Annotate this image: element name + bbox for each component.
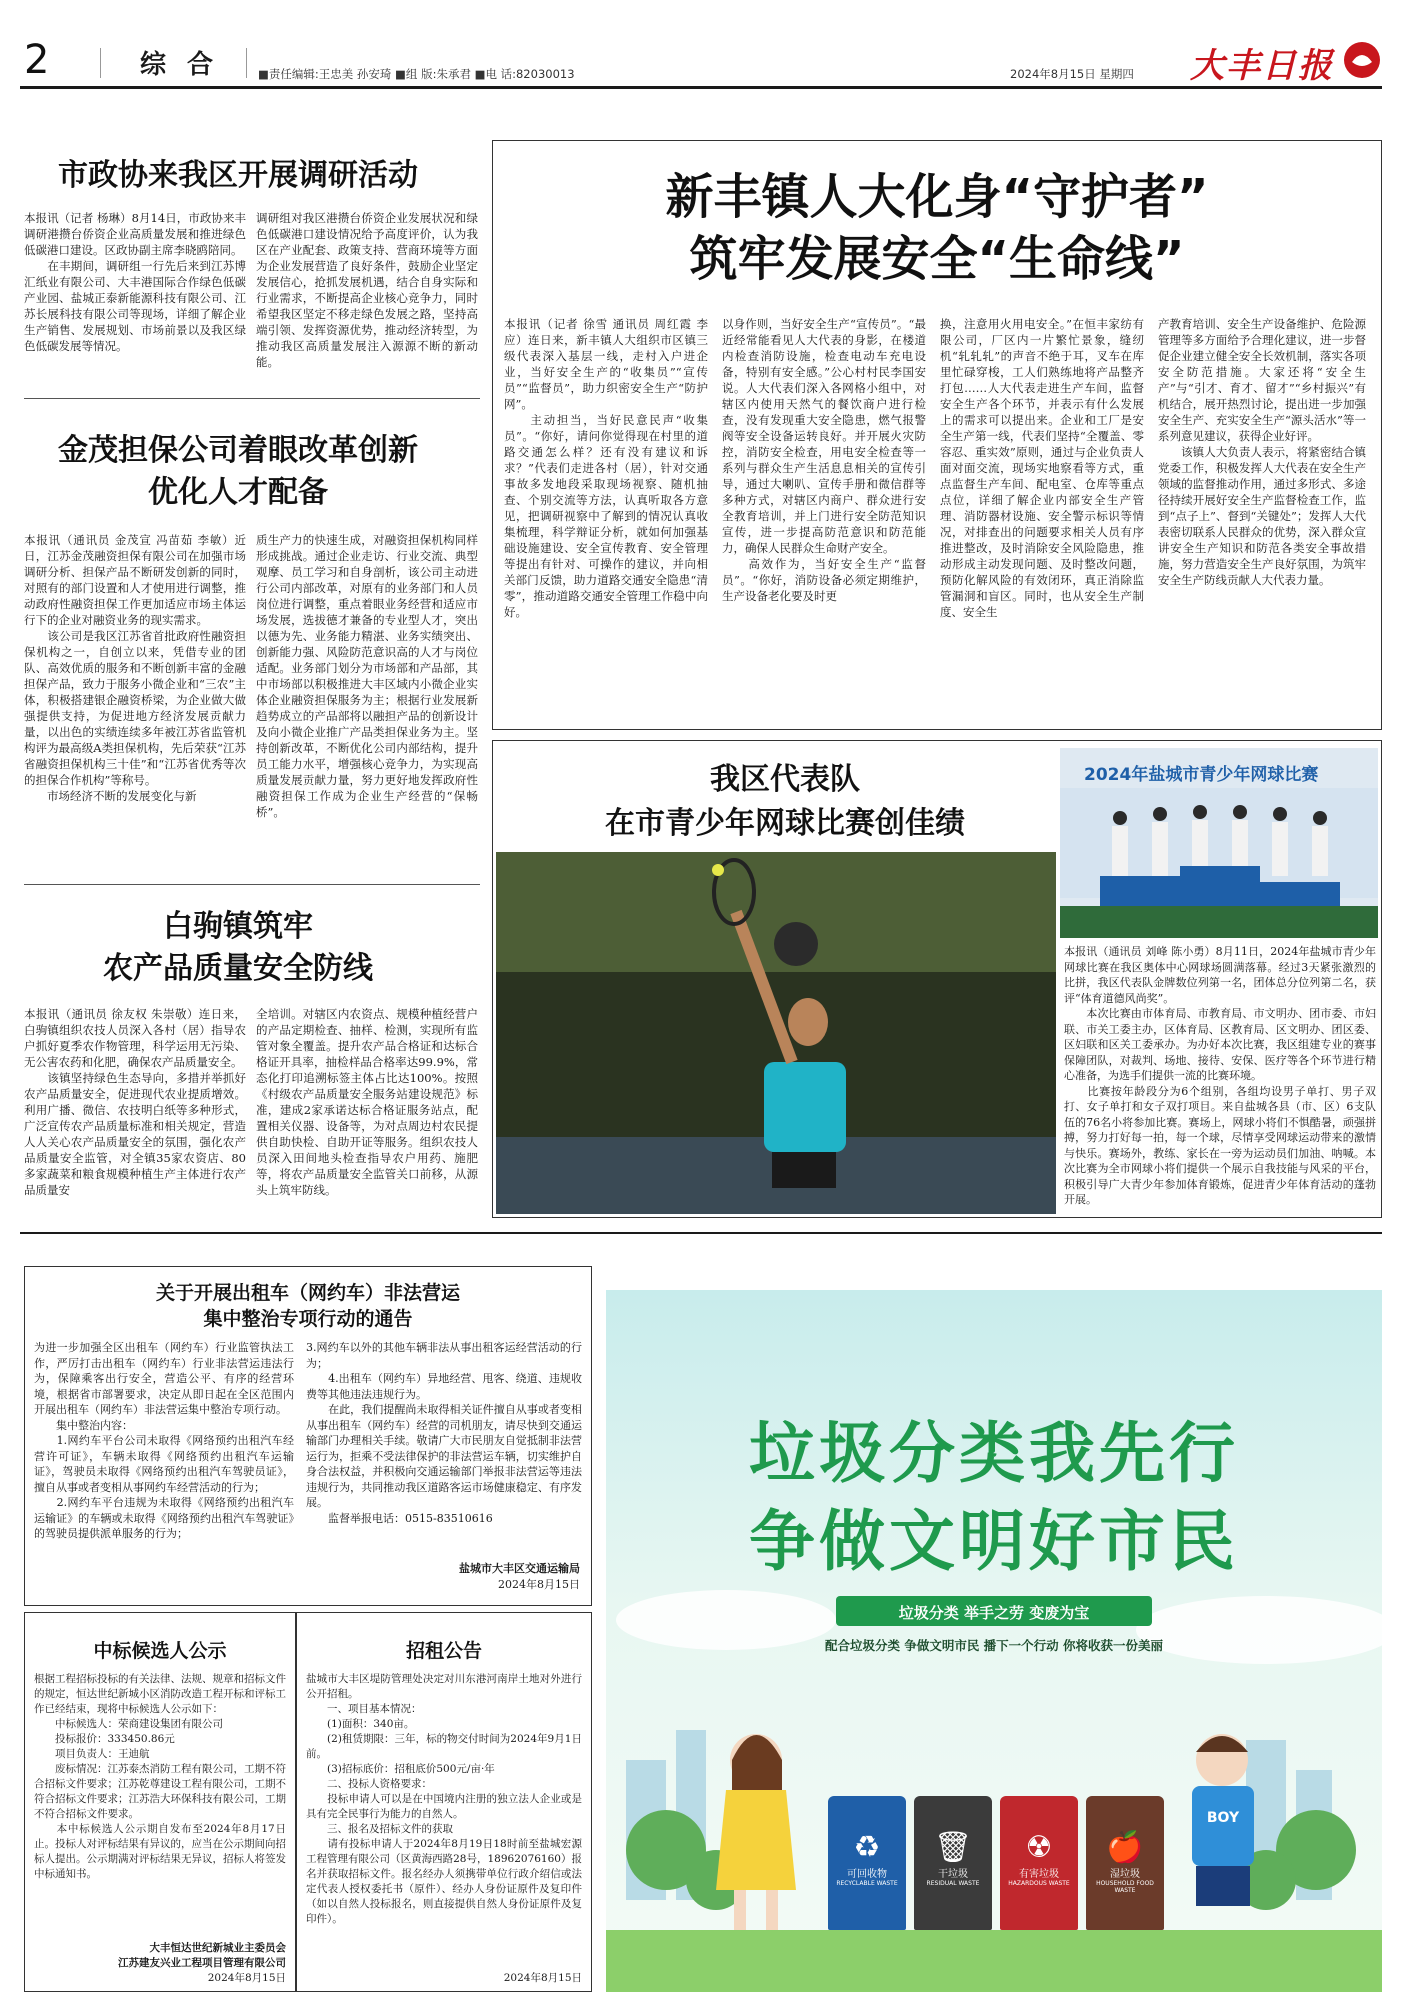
masthead-rule [20,86,1382,89]
article-body: 本报讯（记者 杨琳）8月14日，市政协来丰调研港攒台侨资企业高质量发展和推进绿色低碳港口建设。区政协副主席李晓鸥陪同。 在丰期间，调研组一行先后来到江苏博汇纸业有限公司、大丰港国际合作绿色低碳产业园、盐城正泰新能源科技有限公司、江苏长展科技有限公司等现场，详细了解企业生产销售、发展规划、市场前景以及我区绿色低碳发展等情况。 [24,211,246,353]
issue-date: 2024年8月15日 星期四 [1010,67,1134,81]
food-waste-bin [1086,1796,1164,1930]
bin-label: 湿垃圾 [1110,1869,1140,1880]
article-body: 本报讯（记者 徐雪 通讯员 周红霞 李应）连日来，新丰镇人大组织市区镇三级代表深入基层一线，走村入户进企业，当好安全生产的“收集员”“宣传员”“监督员”，助力织密安全生产“防护网”。 主动担当，当好民意民声“收集员”。“你好，请问你觉得现在村里的道路交通怎么样？还有没有建议和诉求？”代表们走进各村（居），针对交通事故多发地段采取现场视察、随机抽查、个别交流等方法，认真听取各方意见，把调研视察中了解到的情况认真收集梳理，科学辩证分析，就如何加强基础设施建设、安全宣传教育、安全管理等提出有针对、可操作的建议，并向相关部门反馈，助力道路交通安全隐患“清零”，推动道路交通安全管理工作稳中向好。 [504,317,708,619]
notice-signer: 盐城市大丰区交通运输局 [459,1562,580,1575]
podium-scene [1060,748,1378,938]
article-headline: 金茂担保公司着眼改革创新 优化人才配备 [58,433,418,510]
article-body: 本报讯（通讯员 刘峰 陈小勇）8月11日，2024年盐城市青少年网球比赛在我区奥体中心网球场圆满落幕。经过3天紧张激烈的比拼，我区代表队金牌数位列第一名，团体总分位列第二名，获评“体育道德风尚奖”。 本次比赛由市体育局、市教育局、市文明办、团市委、市妇联、市关工委主办，区体育局、区教育局、区文明办、团区委、区妇联和区关工委承办。为办好本次比赛，我区组建专业的赛事保障团队，对裁判、场地、接待、安保、医疗等各个环节进行精心准备，为选手们提供一流的比赛环境。 比赛按年龄段分为6个组别，各组均设男子单打、男子双打、女子单打和女子双打项目。来自盐城各县（市、区）6支队伍的76名小将参加比赛。赛场上，网球小将们不惧酷暑，顽强拼搏，努力打好每一拍，每一个球，尽情享受网球运动带来的激情与快乐。赛场外，教练、家长在一旁为运动员们加油、呐喊。本次比赛为全市网球小将们提供一个展示自我技能与风采的平台，积极引导广大青少年参加体育锻炼，促进青少年体育活动的蓬勃开展。 [1064,945,1376,1206]
notice-body: 盐城市大丰区堤防管理处决定对川东港河南岸土地对外进行公开招租。 一、项目基本情况： (1)面积：340亩。 (2)租赁期限：三年，标的物交付时间为2024年9月1日前。 (3)招标底价：招租底价500元/亩·年 二、投标人资格要求： 投标申请人可以是在中国境内注册的独立法人企业或是具有完全民事行为能力的自然人。 三、报名及招标文件的获取 请有投标申请人于2024年8月19日18时前至盐城宏源工程管理有限公司（区黄海西路28号，18962076160）报名并获取招标文件。报名经办人须携带单位行政介绍信或法定代表人授权委托书（原件）、经办人身份证原件及复印件（如以自然人投标报名，则直接提供自然人身份证原件及复印件）。 [306,1673,582,1925]
section-rule [20,1232,1382,1234]
bin-symbol-icon: 🍎 [1106,1830,1144,1865]
article-headline: 新丰镇人大化身“守护者” 筑牢发展安全“生命线” [665,169,1209,287]
bin-label: 可回收物 [847,1869,887,1880]
bin-label: 干垃圾 [938,1869,968,1880]
masthead-divider [100,48,101,78]
article-body: 本报讯（通讯员 徐友权 朱崇敬）连日来，白驹镇组织农技人员深入各村（居）指导农户抓好夏季农作物管理，科学运用无污染、无公害农药和化肥，确保农产品质量安全。 该镇坚持绿色生态导向，多措并举抓好农产品质量安全，促进现代农业提质增效。利用广播、微信、农技明白纸等多种形式，广泛宣传农产品质量标准和相关规定，营造人人关心农产品质量安全的氛围，强化农产品质量安全监管，对全镇35家农资店、80多家蔬菜和粮食规模种植生产主体进行农产品质量安 [24,1007,246,1197]
article-body: 本报讯（通讯员 金茂宣 冯苗茹 李敏）近日，江苏金茂融资担保有限公司在加强市场调研分析、担保产品不断研发创新的同时，对照有的部门设置和人才使用进行调整，推动政府性融资担保工作更加适应市场主体运行下的企业对融资业务的现实需求。 该公司是我区江苏省首批政府性融资担保机构之一，自创立以来，凭借专业的团队、高效优质的服务和不断创新丰富的金融担保产品，致力于服务小微企业和“三农”主体，积极搭建银企融资桥梁，为企业做大做强提供支持，为促进地方经济发展贡献力量，以出色的实绩连续多年被江苏省监管机构评为最高级A类担保机构，先后荣获“江苏省融资担保机构三十佳”和“江苏省优秀等次的担保合作机构”等称号。 市场经济不断的发展变化与新 [24,533,246,803]
award-ceremony-photo [1060,748,1378,938]
article-body: 调研组对我区港攒台侨资企业发展状况和绿色低碳港口建设情况给予高度评价，认为我区在产业配套、政策支持、营商环境等方面为企业发展营造了良好条件，鼓励企业坚定发展信心，抢抓发展机遇，结合自身实际和行业需求，不断提高企业核心竞争力，同时希望我区坚定不移走绿色发展之路，坚持高端引领、发挥资源优势，推动经济转型，为推动我区高质量发展注入源源不断的新动能。 [256,211,478,369]
article-headline: 市政协来我区开展调研活动 [58,158,418,193]
boy-shirt-text: BOY [1206,1810,1240,1826]
residual-bin [914,1796,992,1930]
bin-symbol-icon: ♻ [853,1830,881,1865]
article-body: 产教育培训、安全生产设备维护、危险源管理等多方面给予合理化建议，进一步督促企业建立健全安全长效机制，落实各项安全防范措施。大家还将“安全生产”与“引才、育才、留才”“乡村振兴”有机结合，展开热烈讨论，提出进一步加强安全生产、充实安全生产“源头活水”等一系列意见建议，获得企业好评。 该镇人大负责人表示，将紧密结合镇党委工作，积极发挥人大代表在安全生产领域的监督推动作用，通过多形式、多途径持续开展好安全生产监督检查工作，监到“点子上”、督到“关键处”；发挥人大代表密切联系人民群众的优势，深入群众宣讲安全生产知识和防范各类安全事故措施，努力营造安全生产良好氛围，为筑牢安全生产防线贡献人大代表力量。 [1158,317,1366,587]
paper-logo [1190,38,1382,84]
notice-title: 中标候选人公示 [93,1640,227,1662]
poster-title: 争做文明好市民 [749,1502,1239,1580]
notice-date: 2024年8月15日 [503,1972,582,1984]
bin-label-en: RESIDUAL WASTE [926,1880,980,1887]
bin-label-en: HOUSEHOLD FOOD WASTE [1096,1880,1154,1894]
bin-symbol-icon: ☢ [1025,1830,1053,1865]
paper-name: 大丰日报 [1190,46,1334,86]
notice-title: 关于开展出租车（网约车）非法营运 集中整治专项行动的通告 [155,1282,460,1330]
poster-slogan: 配合垃圾分类 争做文明市民 播下一个行动 你将收获一份美丽 [824,1638,1164,1653]
editor-credits: ■责任编辑:王忠美 孙安琦 ■组 版:朱承君 ■电 话:82030013 [258,67,575,81]
notice-signer: 江苏建友兴业工程项目管理有限公司 [118,1957,286,1969]
article-body: 全培训。对辖区内农资点、规模种植经营户的产品定期检查、抽样、检测，实现所有监管对象全覆盖。提升农产品合格证和达标合格证开具率，抽检样品合格率达99.9%，常态化打印追溯标签主体占比达100%。按照《村级农产品质量安全服务站建设规范》标准，建成2家承诺达标合格证服务站点，配置相关仪器、设备等，为对点周边村农民提供自助快检、自助开证等服务。组织农技人员深入田间地头检查指导农户用药、施肥等，将农产品质量安全监管关口前移，从源头上筑牢防线。 [256,1007,478,1197]
poster-ribbon-text: 垃圾分类 举手之劳 变废为宝 [898,1604,1090,1622]
tennis-player-photo [496,852,1056,1214]
notice-date: 2024年8月15日 [207,1972,286,1984]
bin-row [828,1796,1168,1936]
article-headline: 白驹镇筑牢 农产品质量安全防线 [103,909,373,986]
notice-body: 为进一步加强全区出租车（网约车）行业监管执法工作，严厉打击出租车（网约车）行业非法营运违法行为，保障乘客出行安全，营造公平、有序的经营环境，根据省市部署要求，决定从即日起在全区范围内开展出租车（网约车）非法营运集中整治专项行动。 集中整治内容： 1.网约车平台公司未取得《网络预约出租汽车经营许可证》，车辆未取得《网络预约出租汽车运输证》，驾驶员未取得《网络预约出租汽车驾驶员证》，擅自从事或者变相从事网约车经营活动的行为； 2.网约车平台违规为未取得《网络预约出租汽车运输证》的车辆或未取得《网络预约出租汽车驾驶证》的驾驶员提供派单服务的行为； [34,1341,294,1540]
bin-label-en: HAZARDOUS WASTE [1008,1880,1070,1887]
hazardous-bin [1000,1796,1078,1930]
tennis-scene [496,852,1056,1214]
notice-body: 3.网约车以外的其他车辆非法从事出租客运经营活动的行为； 4.出租车（网约车）异地经营、甩客、绕道、违规收费等其他违法违规行为。 在此，我们提醒尚未取得相关证件擅自从事或者变相从事出租车（网约车）经营的司机朋友，请尽快到交通运输部门办理相关手续。敬请广大市民朋友自觉抵制非法营运行为，拒乘不受法律保护的非法营运车辆，切实维护自身合法权益，并积极向交通运输部门举报非法营运等违法违规行为，共同推动我区道路客运市场健康稳定、有序发展。 监督举报电话：0515-83510616 [306,1341,582,1525]
article-divider [24,398,480,399]
bin-label-en: RECYCLABLE WASTE [836,1880,898,1887]
notice-signer: 大丰恒达世纪新城业主委员会 [149,1942,286,1954]
section-name: 综 合 [140,50,220,80]
article-body: 换，注意用火用电安全。”在恒丰家纺有限公司，厂区内一片繁忙景象，缝纫机“轧轧轧”的声音不绝于耳，叉车在库里忙碌穿梭，工人们熟练地将产品整齐打包……人大代表走进生产车间，监督安全生产各个环节，并表示有什么发展上的需求可以提出来。企业和工厂是安全生产第一线，代表们坚持“全覆盖、零容忍、重实效”原则，通过与企业负责人面对面交流，现场实地察看等方式，重点监督生产车间、配电室、仓库等重点点位，详细了解企业内部安全生产管理、消防器材设施、安全警示标识等情况，对排查出的问题要求相关人员有序推进整改，及时消除安全风险隐患，推动形成主动发现问题、及时整改问题，预防化解风险的有效闭环，真正消除监管漏洞和盲区。同时，也从安全生产制度、安全生 [940,317,1144,619]
poster-title: 垃圾分类我先行 [749,1414,1239,1492]
notice-date: 2024年8月15日 [498,1578,580,1591]
garbage-sorting-poster [606,1290,1382,1992]
recycle-bin [828,1796,906,1930]
masthead-divider [246,48,247,78]
article-body: 质生产力的快速生成，对融资担保机构同样形成挑战。通过企业走访、行业交流、典型观摩、员工学习和自身剖析，该公司主动进行公司内部改革，对原有的业务部门和人员岗位进行调整，重点着眼业务经营和适应市场发展，选拔德才兼备的专业型人才，突出以德为先、业务能力精湛、业务实绩突出、创新能力强、风险防范意识高的人才与岗位适配。业务部门划分为市场部和产品部，其中市场部以积极推进大丰区域内小微企业实体企业融资担保服务为主；根据行业发展新趋势成立的产品部将以融担产品的创新设计及向小微企业推广产品类担保业务为主。坚持创新改革，不断优化公司内部结构，提升员工能力水平，增强核心竞争力，为实现高质量发展贡献力量，努力更好地发挥政府性融资担保工作成为企业生产经营的“保畅桥”。 [256,533,478,819]
article-body: 以身作则，当好安全生产“宣传员”。“最近经常能看见人大代表的身影，在楼道内检查消防设施，检查电动车充电设备，特别有安全感。”公心村村民李国安说。人大代表们深入各网格小组中，对辖区内使用天然气的餐饮商户进行检查，没有发现重大安全隐患，燃气报警阀等安全设备运转良好。并开展火灾防控，消防安全检查，用电安全检查等一系列与群众生产生活息息相关的宣传引导，通过大喇叭、宣传手册和微信群等多种方式，对辖区内商户、群众进行安全教育培训，并上门进行安全防范知识宣传，进一步提高防范意识和防范能力，确保人民群众生命财产安全。 高效作为，当好安全生产“监督员”。“你好，消防设备必须定期维护，生产设备老化要及时更 [722,317,926,603]
banner-text: 2024年盐城市青少年网球比赛 [1084,765,1319,785]
bin-symbol-icon: 🗑 [933,1830,973,1865]
page-number: 2 [24,37,50,83]
paper-emblem-icon [1342,40,1382,80]
bin-label: 有害垃圾 [1019,1869,1059,1880]
notice-body: 根据工程招标投标的有关法律、法规、规章和招标文件的规定，恒达世纪新城小区消防改造工程开标和评标工作已经结束，现将中标候选人公示如下： 中标候选人：荣商建设集团有限公司 投标报价：333450.86元 项目负责人：王迪航 废标情况：江苏泰杰消防工程有限公司，工期不符合招标文件要求；江苏乾尊建设工程有限公司，工期不符合招标文件要求；江苏浩大环保科技有限公司，工期不符合招标文件要求。 本中标候选人公示期自发布至2024年8月17日止。投标人对评标结果有异议的，应当在公示期间向招标人提出。公示期满对评标结果无异议，招标人将签发中标通知书。 [34,1673,286,1880]
article-divider [24,884,480,885]
article-headline: 我区代表队 在市青少年网球比赛创佳绩 [605,762,965,841]
notice-title: 招租公告 [405,1640,482,1662]
